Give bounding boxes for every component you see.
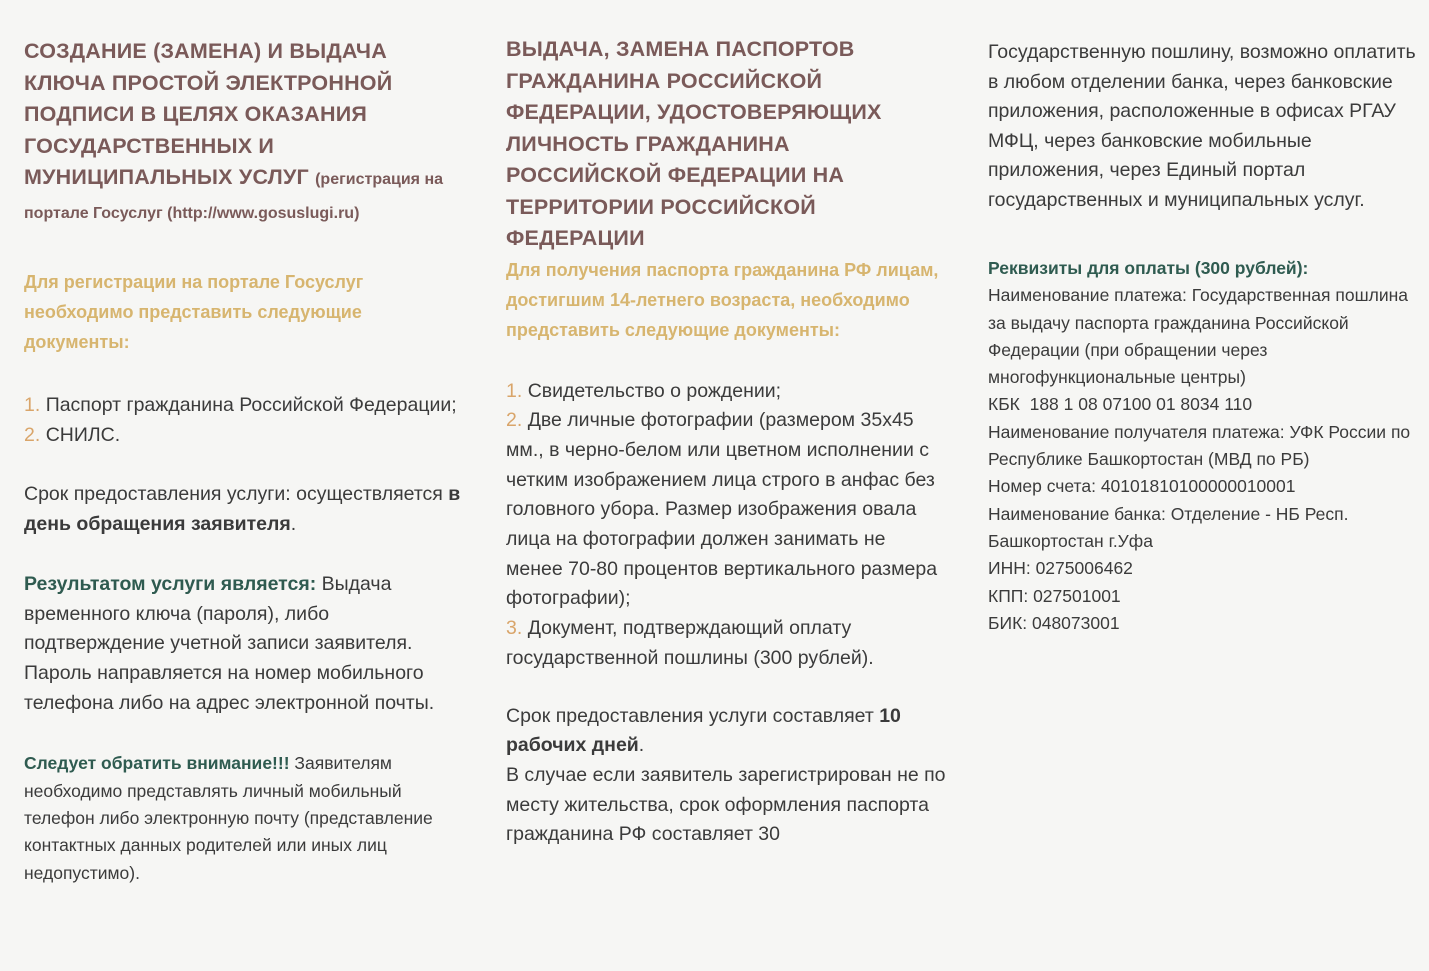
term-text: Срок предоставления услуги: осуществляется (24, 483, 443, 506)
esign-note (24, 750, 464, 886)
esign-docs-list (24, 391, 464, 450)
esign-title-note: (регистрация на портале Госуслуг (http://www.gosuslugi.ru) (24, 171, 444, 222)
list-number: 1. (506, 379, 523, 402)
esign-result (24, 570, 464, 719)
requisite-line: БИК: 048073001 (988, 612, 1120, 633)
passport-title: ВЫДАЧА, ЗАМЕНА ПАСПОРТОВ ГРАЖДАНИНА РОССИЙСКОЙ ФЕДЕРАЦИИ, УДОСТОВЕРЯЮЩИХ ЛИЧНОСТЬ ГРАЖДАНИНА РОССИЙСКОЙ ФЕДЕРАЦИИ НА ТЕРРИТОРИИ РОССИЙСКОЙ ФЕДЕРАЦИИ (506, 37, 882, 250)
esign-term (24, 480, 464, 539)
requisite-line: Номер счета: 40101810100000010001 (988, 476, 1296, 497)
result-label: Результатом услуги является: (24, 572, 317, 595)
list-number: 2. (506, 409, 523, 432)
term-suffix: . (290, 513, 297, 536)
payment-intro: Государственную пошлину, возможно оплатить в любом отделении банка, через банковские приложения, расположенные в офисах РГАУ МФЦ, через банковские мобильные приложения, через Единый портал государственных и муниципальных услуг. (988, 41, 1416, 211)
list-item: СНИЛС. (45, 423, 121, 446)
term-text: Срок предоставления услуги составляет (506, 704, 874, 727)
list-item: Документ, подтверждающий оплату государственной пошлины (300 рублей). (506, 617, 874, 669)
requisite-line: КПП: 027501001 (988, 585, 1121, 606)
term-suffix: . (638, 734, 645, 757)
list-item: Свидетельство о рождении; (527, 379, 782, 402)
requisite-line: Наименование банка: Отделение - НБ Респ. Башкортостан г.Уфа (988, 503, 1349, 551)
requisite-line: КБК 188 1 08 07100 01 8034 110 (988, 394, 1253, 415)
term-highlight: в день обращения заявителя (24, 483, 461, 536)
passport-term (506, 702, 946, 761)
payment-requisites (988, 255, 1418, 637)
esign-subtitle: Для регистрации на портале Госуслуг необходимо представить следующие документы: (24, 272, 364, 352)
term-highlight: 10 рабочих дней (506, 704, 901, 757)
list-item: Две личные фотографии (размером 35х45 мм., в черно-белом или цветном исполнении с четким изображением лица строго в анфас без головного убора. Размер изображения овала лица на фотографии должен занимать не менее 70-80 процентов вертикального размера фотографии); (506, 409, 938, 610)
requisite-line: Наименование получателя платежа: УФК России по Республике Башкортостан (МВД по РБ) (988, 421, 1411, 470)
list-number: 3. (506, 617, 523, 640)
column-payment (988, 38, 1418, 637)
passport-subtitle: Для получения паспорта гражданина РФ лицам, достигшим 14-летнего возраста, необходимо представить следующие документы: (506, 259, 939, 340)
list-number: 1. (24, 394, 41, 416)
esign-title (24, 36, 464, 229)
requisite-line: ИНН: 0275006462 (988, 558, 1133, 579)
result-text: Выдача временного ключа (пароля), либо подтверждение учетной записи заявителя. Пароль направляется на номер мобильного телефона либо на адрес электронной почты. (24, 572, 435, 714)
list-number: 2. (24, 423, 41, 446)
list-item: Паспорт гражданина Российской Федерации; (45, 394, 457, 416)
note-text: Заявителям необходимо представлять личный мобильный телефон либо электронную почту (представление контактных данных родителей или иных лиц недопустимо). (24, 753, 433, 883)
passport-docs-list (506, 377, 946, 674)
requisite-line: Наименование платежа: Государственная пошлина за выдачу паспорта гражданина Российской Федерации (при обращении через многофункциональные центры) (988, 285, 1408, 388)
esign-title-main: СОЗДАНИЕ (ЗАМЕНА) И ВЫДАЧА КЛЮЧА ПРОСТОЙ ЭЛЕКТРОННОЙ ПОДПИСИ В ЦЕЛЯХ ОКАЗАНИЯ ГОСУДАРСТВЕННЫХ И МУНИЦИПАЛЬНЫХ УСЛУГ (24, 39, 393, 189)
column-esign (24, 36, 464, 887)
requisites-heading: Реквизиты для оплаты (300 рублей): (988, 258, 1309, 278)
passport-extra: В случае если заявитель зарегистрирован не по месту жительства, срок оформления паспорта гражданина РФ составляет 30 (506, 763, 946, 846)
column-passport (506, 34, 946, 850)
note-label: Следует обратить внимание!!! (24, 753, 290, 774)
